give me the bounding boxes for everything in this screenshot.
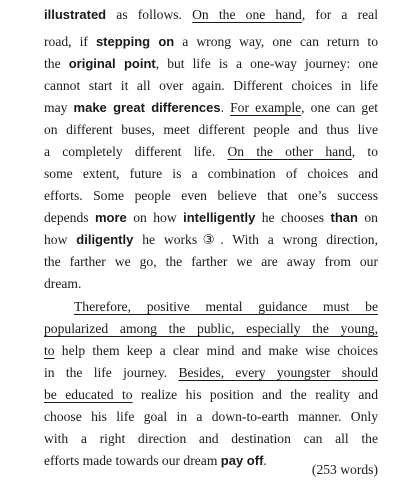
text-segment: on different buses, meet different people and thus live (44, 122, 378, 137)
bold-phrase: diligently (76, 232, 134, 247)
text-line (44, 229, 378, 251)
text-line (44, 4, 378, 26)
text-segment: efforts. Some people even believe that one’s success (44, 188, 378, 203)
bold-phrase: stepping on (95, 34, 175, 49)
text-line (44, 119, 378, 141)
text-segment: efforts made towards our dream (44, 453, 221, 468)
bold-phrase: illustrated (44, 7, 107, 22)
text-segment: dream. (44, 276, 82, 291)
text-line (44, 384, 378, 406)
underlined-phrase: On the other hand (227, 144, 352, 159)
text-segment: how (44, 232, 77, 247)
text-segment: the (44, 56, 69, 71)
text-segment: , for a real (301, 7, 378, 22)
text-line (44, 163, 378, 185)
text-segment: , to (351, 144, 378, 159)
underlined-phrase: Therefore, positive mental guidance must be (74, 299, 378, 314)
underlined-phrase: On the one hand (192, 7, 302, 22)
text-segment: on how (126, 210, 184, 225)
text-line (44, 428, 378, 450)
text-segment: choose his life goal in a down-to-earth manner. Only (44, 409, 378, 424)
word-count: (253 words) (311, 462, 378, 477)
text-segment: the farther we go, the farther we are away from our (44, 254, 378, 269)
text-segment: road, if (44, 34, 96, 49)
text-line (44, 97, 378, 119)
text-segment: in the life journey. (44, 365, 179, 380)
bold-phrase: intelligently (183, 210, 256, 225)
text-segment: . (220, 100, 231, 115)
text-segment: realize his position and the reality and (132, 387, 378, 402)
underlined-phrase: For example (230, 100, 302, 115)
bold-phrase: make great differences (73, 100, 221, 115)
text-segment: he works③. With a wrong direction, (133, 232, 378, 247)
text-segment: a wrong way, one can return to (174, 34, 378, 49)
bold-phrase: more (94, 210, 127, 225)
text-line (44, 273, 378, 295)
text-segment: as follows. (106, 7, 193, 22)
text-segment: he chooses (255, 210, 331, 225)
text-segment: some extent, future is a combination of choices and (44, 166, 378, 181)
text-line (44, 251, 378, 273)
text-line (44, 31, 378, 53)
bold-phrase: pay off (220, 453, 264, 468)
text-segment: . (263, 453, 267, 468)
text-segment: on (357, 210, 378, 225)
text-segment: , but life is a one-way journey: one (155, 56, 378, 71)
text-segment: may (44, 100, 74, 115)
underlined-phrase: to (44, 343, 55, 358)
underlined-phrase: be educated to (44, 387, 133, 402)
text-line (74, 296, 378, 318)
text-segment: , one can get (301, 100, 378, 115)
text-line (44, 207, 378, 229)
text-line (44, 318, 378, 340)
text-line (44, 53, 378, 75)
text-segment: a completely different life. (44, 144, 228, 159)
bold-phrase: than (330, 210, 358, 225)
text-segment: depends (44, 210, 95, 225)
text-segment: with a right direction and destination can all the (44, 431, 378, 446)
text-line (44, 340, 378, 362)
text-line (44, 141, 378, 163)
text-line (44, 185, 378, 207)
underlined-phrase: popularized among the public, especially the young, (44, 321, 378, 336)
bold-phrase: original point (68, 56, 156, 71)
text-line (44, 362, 378, 384)
text-line (44, 75, 378, 97)
text-line (44, 406, 378, 428)
text-segment: help them keep a clear mind and make wise choices (54, 343, 378, 358)
text-segment: cannot start it all over again. Different choices in life (44, 78, 378, 93)
underlined-phrase: Besides, every youngster should (178, 365, 378, 380)
